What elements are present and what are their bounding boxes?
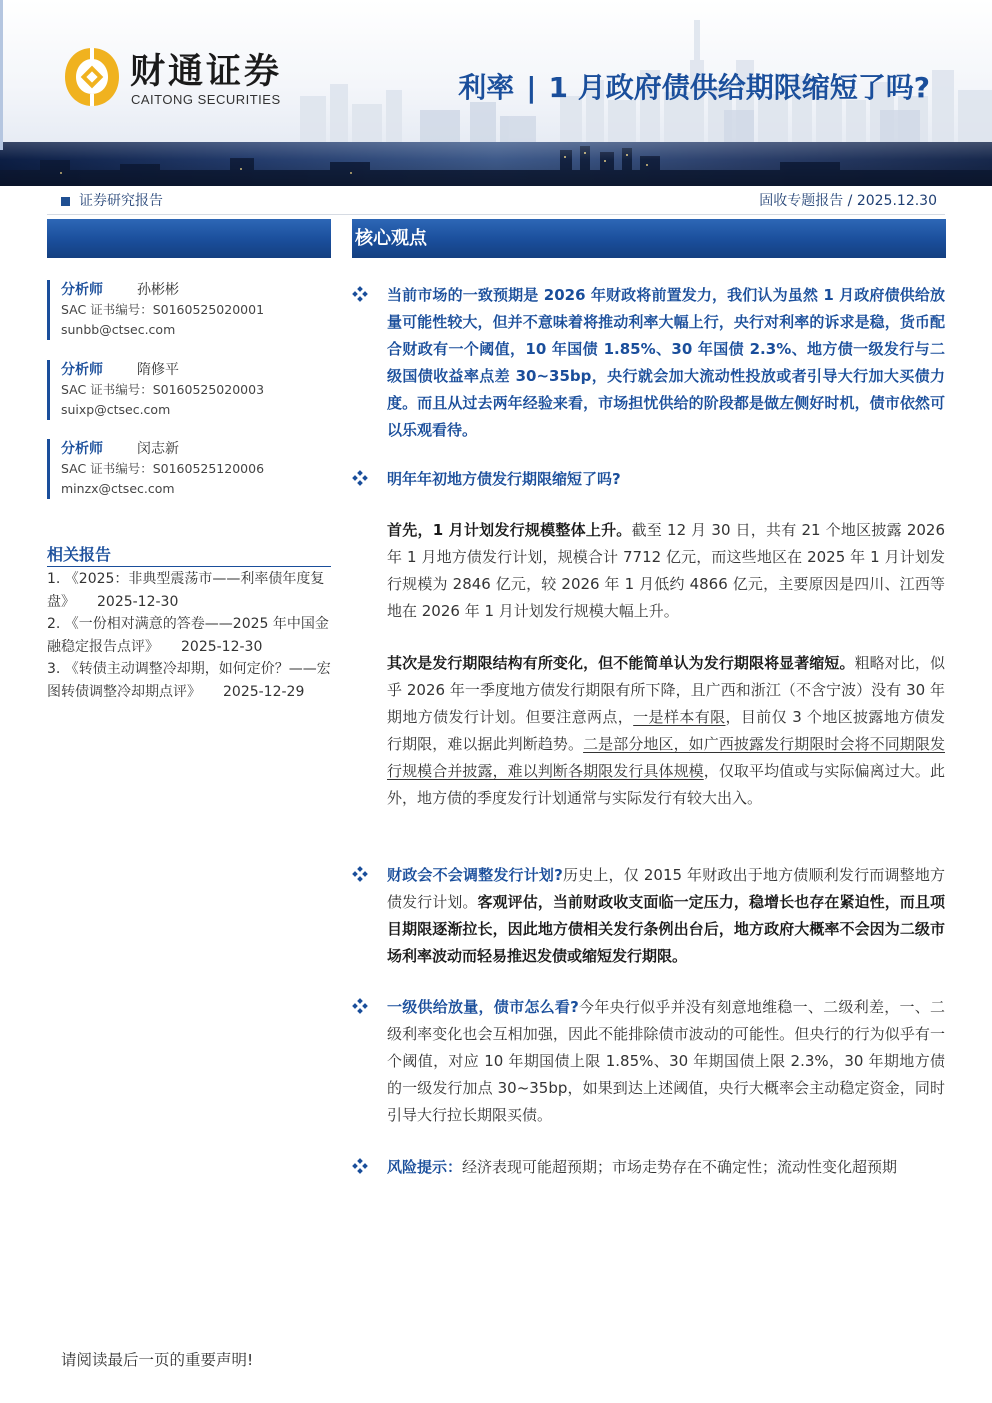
diamond-bullet-icon bbox=[352, 998, 368, 1014]
related-report-date: 2025-12-29 bbox=[223, 683, 305, 700]
core-view-title: 核心观点 bbox=[355, 228, 427, 249]
analyst-card bbox=[47, 280, 331, 340]
risk-warning-body: 经济表现可能超预期；市场走势存在不确定性；流动性变化超预期 bbox=[462, 1158, 898, 1176]
paragraph-body: ，目前仅 3 个地区披露地方债发行期限，难以据此判断趋势。 bbox=[387, 708, 945, 753]
related-report-date: 2025-12-30 bbox=[97, 593, 179, 610]
fiscal-plan-body: 历史上，仅 2015 年财政出于地方债顺利发行而调整地方债发行计划。 bbox=[387, 866, 946, 911]
underlined-point-one: 一是样本有限 bbox=[633, 708, 726, 726]
bond-market-body: 今年央行似乎并没有刻意地维稳一、二级利差，一、二级利率变化也会互相加强，因此不能排除债市波动的可能性。但央行的行为似乎有一个阈值，对应 10 年期国债上限 1.85%、30 年期国债上限 2.3%，30 年期地方债的一级发行加点 30~35bp，如果到达上述阈值，央行大概率会主动稳定资金，同时引导大行拉长期限买债。 bbox=[387, 998, 945, 1124]
bond-market-text bbox=[387, 994, 945, 1129]
report-type-text: 证券研究报告 bbox=[79, 193, 163, 209]
related-report-item[interactable] bbox=[47, 658, 331, 703]
analyst-cert: SAC 证书编号：S0160525120006 bbox=[61, 461, 265, 476]
fiscal-plan-text bbox=[387, 862, 945, 970]
paragraph-body: 粗略对比，似乎 2026 年一季度地方债发行期限有所下降，且广西和浙江（不含宁波）没有 30 年期地方债发行计划。但要注意两点， bbox=[387, 654, 945, 726]
related-report-item[interactable] bbox=[47, 613, 331, 658]
fiscal-plan-emphasis: 客观评估，当前财政收支面临一定压力，稳增长也存在紧迫性，而且项目期限逐渐拉长，因此地方债相关发行条例出台后，地方政府大概率不会因为二级市场利率波动而轻易推迟发债或缩短发行期限。 bbox=[387, 893, 945, 965]
analyst-cert: SAC 证书编号：S0160525020003 bbox=[61, 382, 265, 397]
report-type-label bbox=[61, 191, 163, 211]
related-report-date: 2025-12-30 bbox=[181, 638, 263, 655]
question-text: 明年年初地方债发行期限缩短了吗? bbox=[387, 470, 621, 488]
risk-warning-lead: 风险提示： bbox=[387, 1158, 463, 1176]
subheader-divider bbox=[47, 214, 945, 215]
underlined-point-two: 二是部分地区，如广西披露发行期限时会将不同期限发行规模合并披露，难以判断各期限发行具体规模 bbox=[387, 735, 945, 780]
paragraph-lead: 首先，1 月计划发行规模整体上升。 bbox=[387, 521, 632, 539]
analyst-name: 隋修平 bbox=[137, 362, 179, 378]
related-report-item[interactable] bbox=[47, 568, 331, 613]
left-column-bar bbox=[47, 219, 331, 258]
page-left-edge bbox=[0, 0, 3, 150]
disclaimer-note: 请阅读最后一页的重要声明! bbox=[61, 1351, 254, 1369]
paragraph-lead: 其次是发行期限结构有所变化，但不能简单认为发行期限将显著缩短。 bbox=[387, 654, 855, 672]
related-reports-title: 相关报告 bbox=[47, 545, 112, 564]
analyst-role: 分析师 bbox=[61, 362, 103, 378]
core-summary-text: 当前市场的一致预期是 2026 年财政将前置发力，我们认为虽然 1 月政府债供给放量可能性较大，但并不意味着将推动利率大幅上行，央行对利率的诉求是稳，货币配合财政有一个阈值，10 年国债 1.85%、30 年国债 2.3%、地方债一级发行与二级国债收益率点差 30~35bp，央行就会加大流动性投放或者引导大行加大买债力度。而且从过去两年经验来看，市场担忧供给的阶段都是做左侧好时机，债市依然可以乐观看待。 bbox=[387, 286, 945, 439]
paragraph-body: ，仅取平均值或与实际偏离过大。此外，地方债的季度发行计划通常与实际发行有较大出入。 bbox=[387, 762, 945, 807]
brand-name-cn: 财通证券 bbox=[130, 52, 283, 92]
paragraph-body: 截至 12 月 30 日，共有 21 个地区披露 2026 年 1 月地方债发行计划，规模合计 7712 亿元，而这些地区在 2025 年 1 月计划发行规模为 2846 亿元，较 2026 年 1 月低约 4866 亿元，主要原因是四川、江西等地在 2026 年 1 月计划发行规模大幅上升。 bbox=[387, 521, 945, 620]
title-separator: | bbox=[526, 71, 537, 104]
square-bullet-icon bbox=[61, 197, 70, 206]
report-category: 利率 bbox=[458, 71, 515, 104]
analyst-email[interactable]: minzx@ctsec.com bbox=[61, 481, 175, 496]
brand-name-en: CAITONG SECURITIES bbox=[131, 92, 281, 107]
caitong-logo-icon bbox=[62, 46, 122, 108]
bond-market-lead: 一级供给放量，债市怎么看? bbox=[387, 998, 579, 1016]
related-report-text: 2. 《一份相对满意的答卷——2025 年中国金融稳定报告点评》 bbox=[47, 616, 329, 655]
analyst-name: 闵志新 bbox=[137, 441, 179, 457]
related-report-text: 1. 《2025：非典型震荡市——利率债年度复盘》 bbox=[47, 571, 325, 610]
paragraph-issuance-scale bbox=[387, 517, 945, 625]
analyst-card bbox=[47, 439, 331, 499]
diamond-bullet-icon bbox=[352, 1158, 368, 1174]
risk-warning-text bbox=[387, 1154, 945, 1181]
analyst-name: 孙彬彬 bbox=[137, 282, 179, 298]
related-report-text: 3. 《转债主动调整冷却期，如何定价？——宏图转债调整冷却期点评》 bbox=[47, 661, 331, 700]
analyst-role: 分析师 bbox=[61, 441, 103, 457]
related-reports-divider bbox=[47, 566, 331, 567]
core-view-header bbox=[352, 219, 946, 258]
report-title bbox=[458, 70, 930, 106]
report-meta: 固收专题报告 / 2025.12.30 bbox=[759, 193, 937, 209]
analyst-email[interactable]: suixp@ctsec.com bbox=[61, 402, 171, 417]
fiscal-plan-lead: 财政会不会调整发行计划? bbox=[387, 866, 563, 884]
diamond-bullet-icon bbox=[352, 866, 368, 882]
report-main-title: 1 月政府债供给期限缩短了吗? bbox=[548, 71, 930, 104]
diamond-bullet-icon bbox=[352, 470, 368, 486]
analyst-email[interactable]: sunbb@ctsec.com bbox=[61, 322, 176, 337]
diamond-bullet-icon bbox=[352, 286, 368, 302]
analyst-card bbox=[47, 360, 331, 420]
banner-strip-glow bbox=[0, 142, 992, 186]
analyst-cert: SAC 证书编号：S0160525020001 bbox=[61, 302, 265, 317]
related-reports-list bbox=[47, 568, 331, 703]
paragraph-maturity-structure bbox=[387, 650, 945, 812]
analyst-role: 分析师 bbox=[61, 282, 103, 298]
